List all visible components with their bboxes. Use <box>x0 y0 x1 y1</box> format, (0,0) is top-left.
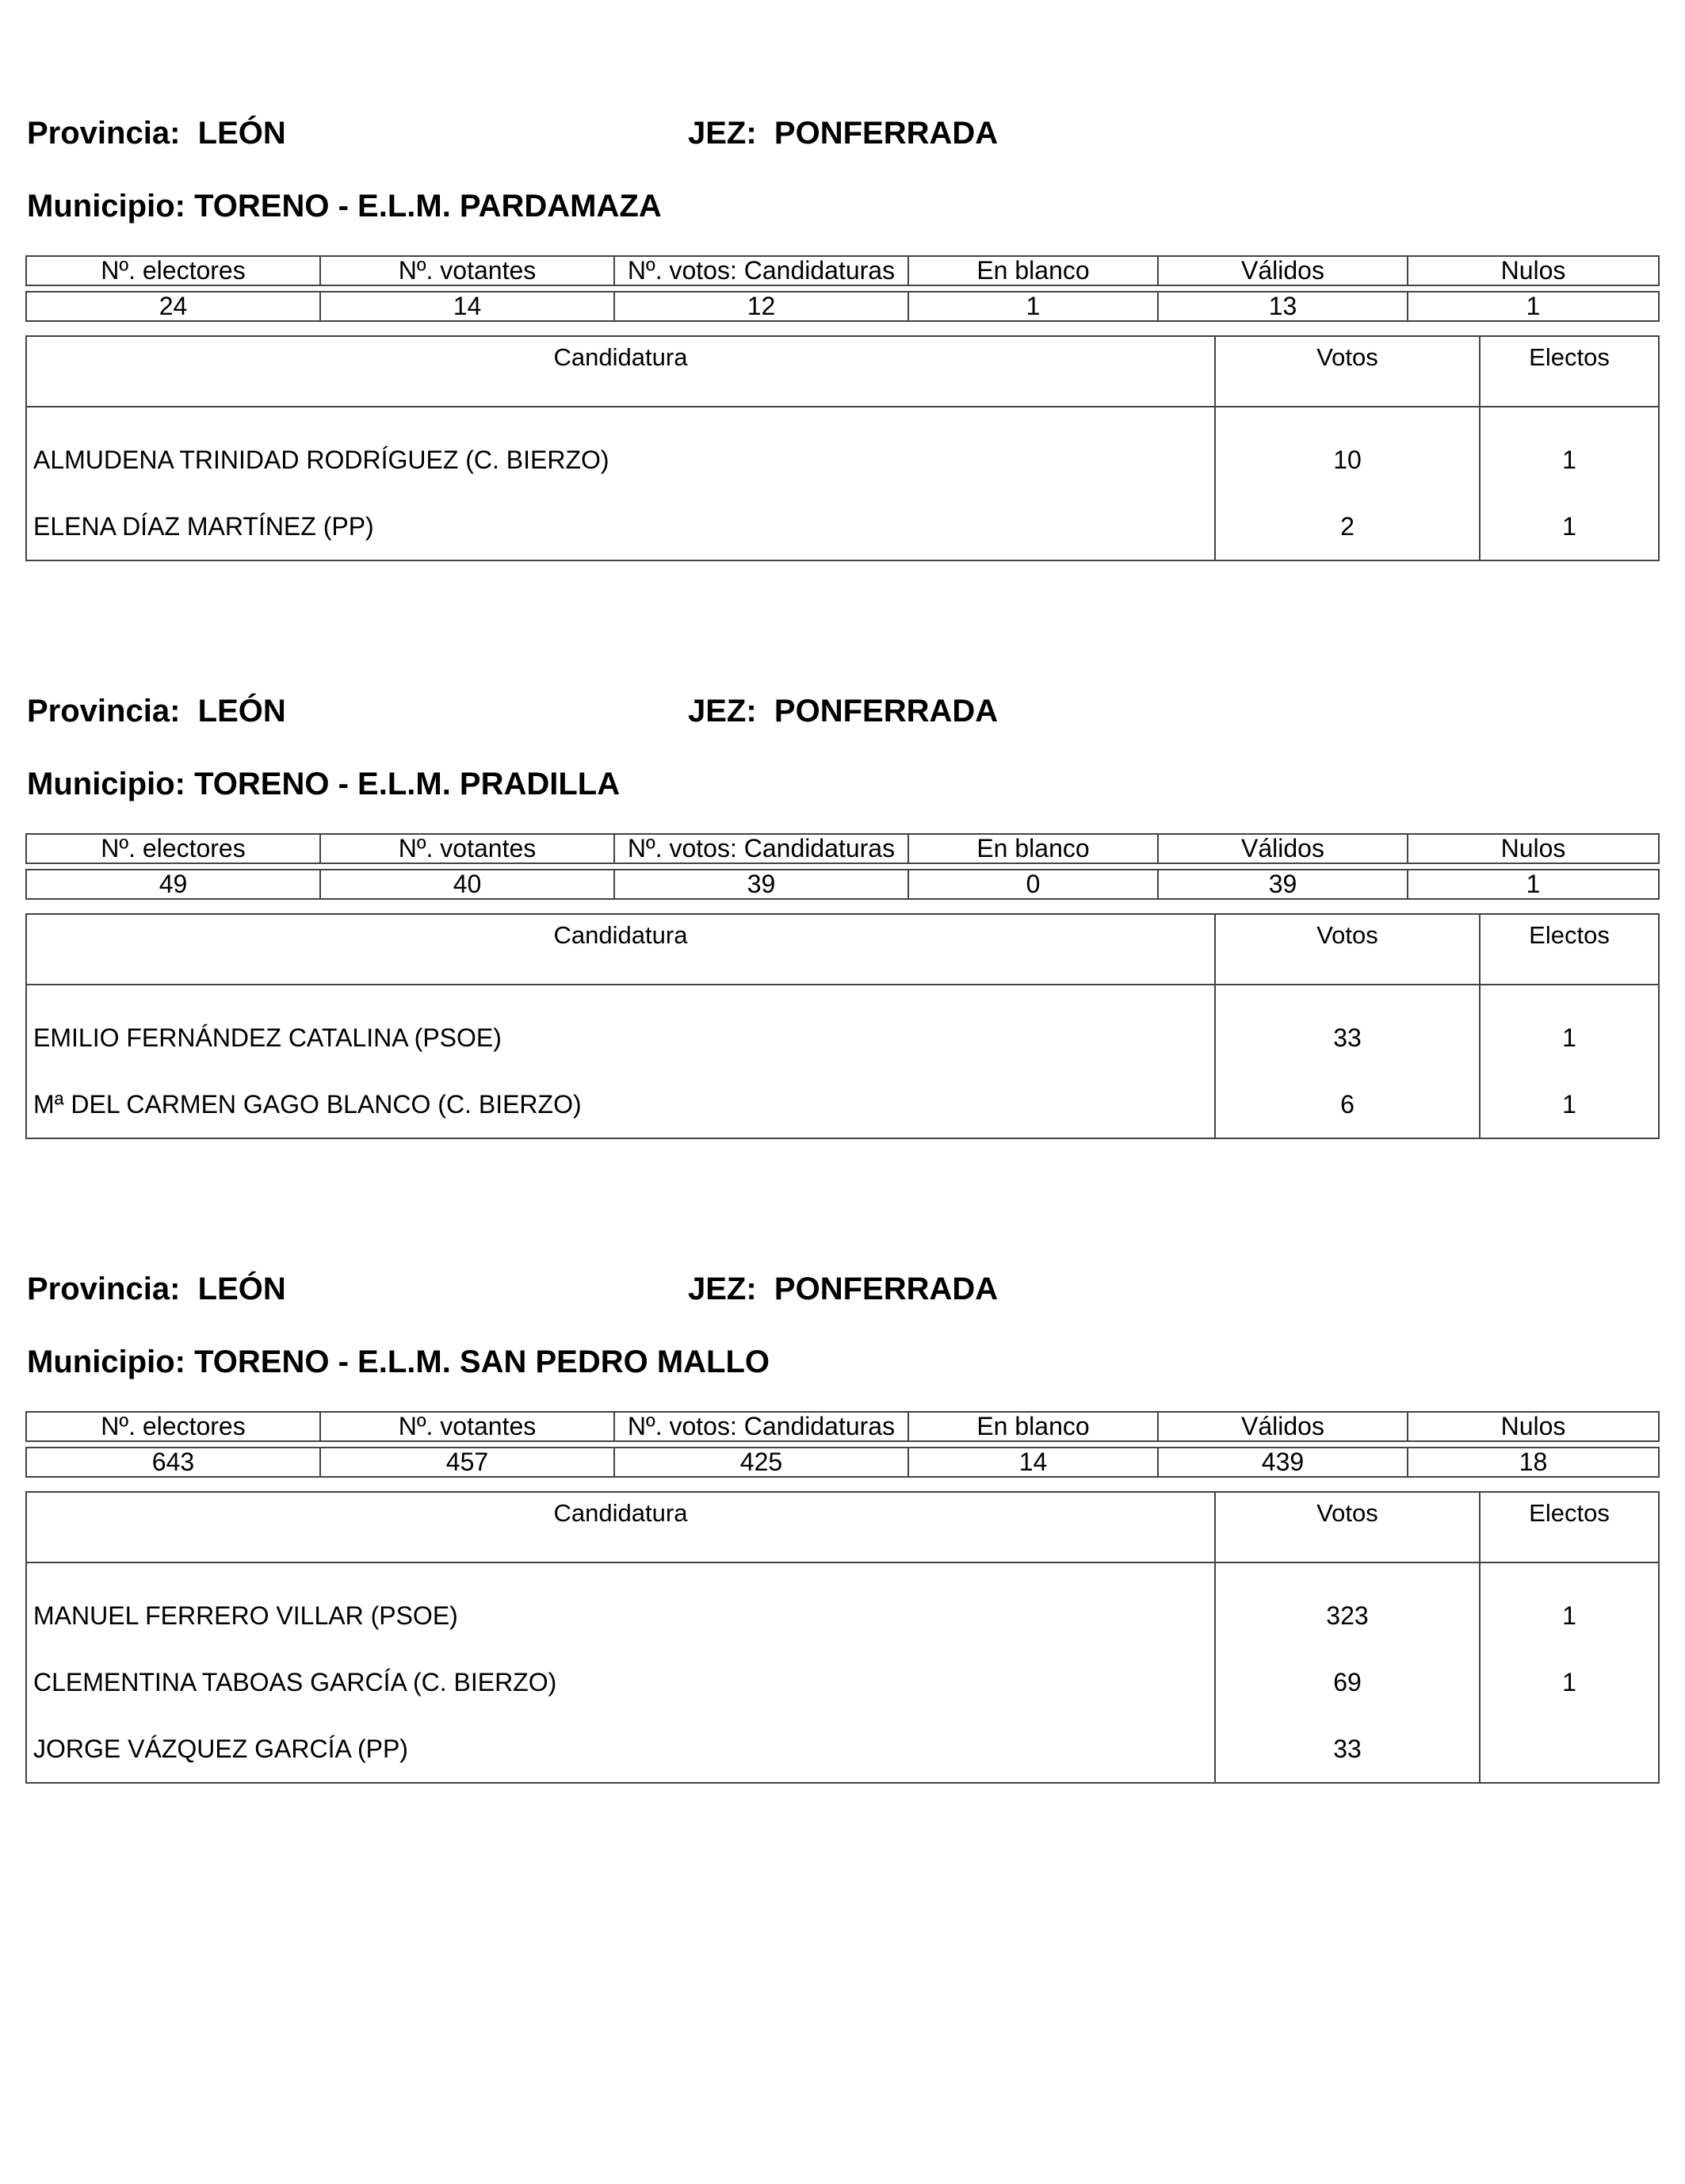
col-en-blanco: En blanco <box>908 834 1158 863</box>
provincia-heading: Provincia: LEÓN <box>27 1272 286 1306</box>
col-votos-candidaturas: Nº. votos: Candidaturas <box>614 834 908 863</box>
col-votos: Votos <box>1215 914 1480 985</box>
table-row <box>26 493 1659 560</box>
table-row <box>26 1071 1659 1138</box>
candidate-electos: 1 <box>1562 445 1576 474</box>
value-en-blanco: 0 <box>908 870 1158 899</box>
candidates-header-row <box>26 914 1659 985</box>
col-electos: Electos <box>1480 1492 1659 1562</box>
provincia-heading: Provincia: LEÓN <box>27 694 286 729</box>
table-row <box>26 1715 1659 1783</box>
col-votos: Votos <box>1215 1492 1480 1562</box>
value-votos-candidaturas: 12 <box>614 292 908 321</box>
stats-header-row <box>26 256 1659 285</box>
candidates-table <box>25 913 1660 1139</box>
col-votos-candidaturas: Nº. votos: Candidaturas <box>614 256 908 285</box>
col-nulos: Nulos <box>1408 1412 1659 1441</box>
candidate-electos: 1 <box>1562 1667 1576 1696</box>
candidate-electos <box>1480 1715 1659 1783</box>
candidate-name: JORGE VÁZQUEZ GARCÍA (PP) <box>26 1715 1215 1783</box>
table-row <box>26 1562 1659 1649</box>
municipio-heading: Municipio: TORENO - E.L.M. PARDAMAZA <box>27 189 662 224</box>
value-electores: 643 <box>26 1448 320 1477</box>
stats-header-row <box>26 1412 1659 1441</box>
candidate-electos: 1 <box>1562 1023 1576 1052</box>
col-votantes: Nº. votantes <box>320 834 614 863</box>
col-electores: Nº. electores <box>26 256 320 285</box>
col-nulos: Nulos <box>1408 834 1659 863</box>
stats-table <box>25 833 1660 900</box>
value-votos-candidaturas: 425 <box>614 1448 908 1477</box>
value-en-blanco: 1 <box>908 292 1158 321</box>
value-electores: 49 <box>26 870 320 899</box>
table-row <box>26 1649 1659 1715</box>
col-votos-candidaturas: Nº. votos: Candidaturas <box>614 1412 908 1441</box>
candidates-header-row <box>26 336 1659 407</box>
candidate-electos: 1 <box>1562 1601 1576 1630</box>
value-nulos: 1 <box>1408 870 1659 899</box>
value-votantes: 14 <box>320 292 614 321</box>
jez-heading: JEZ: PONFERRADA <box>688 116 999 151</box>
col-votantes: Nº. votantes <box>320 256 614 285</box>
candidate-name: CLEMENTINA TABOAS GARCÍA (C. BIERZO) <box>26 1649 1215 1715</box>
candidate-votes: 69 <box>1215 1649 1480 1715</box>
col-votos: Votos <box>1215 336 1480 407</box>
table-row <box>26 407 1659 493</box>
col-electores: Nº. electores <box>26 1412 320 1441</box>
candidate-votes: 2 <box>1215 493 1480 560</box>
value-en-blanco: 14 <box>908 1448 1158 1477</box>
candidate-electos: 1 <box>1562 511 1576 541</box>
candidate-name: Mª DEL CARMEN GAGO BLANCO (C. BIERZO) <box>26 1071 1215 1138</box>
stats-value-row <box>26 292 1659 321</box>
jez-heading: JEZ: PONFERRADA <box>688 694 999 729</box>
value-validos: 439 <box>1158 1448 1408 1477</box>
provincia-heading: Provincia: LEÓN <box>27 116 286 151</box>
candidate-votes: 10 <box>1215 407 1480 493</box>
col-validos: Válidos <box>1158 1412 1408 1441</box>
col-votantes: Nº. votantes <box>320 1412 614 1441</box>
stats-table <box>25 1411 1660 1478</box>
col-en-blanco: En blanco <box>908 256 1158 285</box>
candidates-header-row <box>26 1492 1659 1562</box>
col-electos: Electos <box>1480 336 1659 407</box>
candidate-name: EMILIO FERNÁNDEZ CATALINA (PSOE) <box>26 985 1215 1071</box>
candidate-name: ELENA DÍAZ MARTÍNEZ (PP) <box>26 493 1215 560</box>
municipio-heading: Municipio: TORENO - E.L.M. PRADILLA <box>27 767 621 801</box>
col-validos: Válidos <box>1158 256 1408 285</box>
value-validos: 13 <box>1158 292 1408 321</box>
candidate-votes: 33 <box>1215 1715 1480 1783</box>
jez-heading: JEZ: PONFERRADA <box>688 1272 999 1306</box>
municipio-heading: Municipio: TORENO - E.L.M. SAN PEDRO MALLO <box>27 1344 770 1379</box>
stats-value-row <box>26 1448 1659 1477</box>
value-votos-candidaturas: 39 <box>614 870 908 899</box>
value-nulos: 18 <box>1408 1448 1659 1477</box>
stats-table <box>25 255 1660 322</box>
col-candidatura: Candidatura <box>26 914 1215 985</box>
candidate-name: MANUEL FERRERO VILLAR (PSOE) <box>26 1562 1215 1649</box>
col-validos: Válidos <box>1158 834 1408 863</box>
col-candidatura: Candidatura <box>26 1492 1215 1562</box>
value-nulos: 1 <box>1408 292 1659 321</box>
value-electores: 24 <box>26 292 320 321</box>
col-electores: Nº. electores <box>26 834 320 863</box>
candidate-electos: 1 <box>1562 1089 1576 1119</box>
col-nulos: Nulos <box>1408 256 1659 285</box>
col-en-blanco: En blanco <box>908 1412 1158 1441</box>
value-validos: 39 <box>1158 870 1408 899</box>
value-votantes: 40 <box>320 870 614 899</box>
table-row <box>26 985 1659 1071</box>
candidate-name: ALMUDENA TRINIDAD RODRÍGUEZ (C. BIERZO) <box>26 407 1215 493</box>
candidate-votes: 323 <box>1215 1562 1480 1649</box>
stats-header-row <box>26 834 1659 863</box>
candidate-votes: 33 <box>1215 985 1480 1071</box>
stats-value-row <box>26 870 1659 899</box>
candidate-votes: 6 <box>1215 1071 1480 1138</box>
col-electos: Electos <box>1480 914 1659 985</box>
candidates-table <box>25 335 1660 561</box>
value-votantes: 457 <box>320 1448 614 1477</box>
candidates-table <box>25 1491 1660 1784</box>
col-candidatura: Candidatura <box>26 336 1215 407</box>
